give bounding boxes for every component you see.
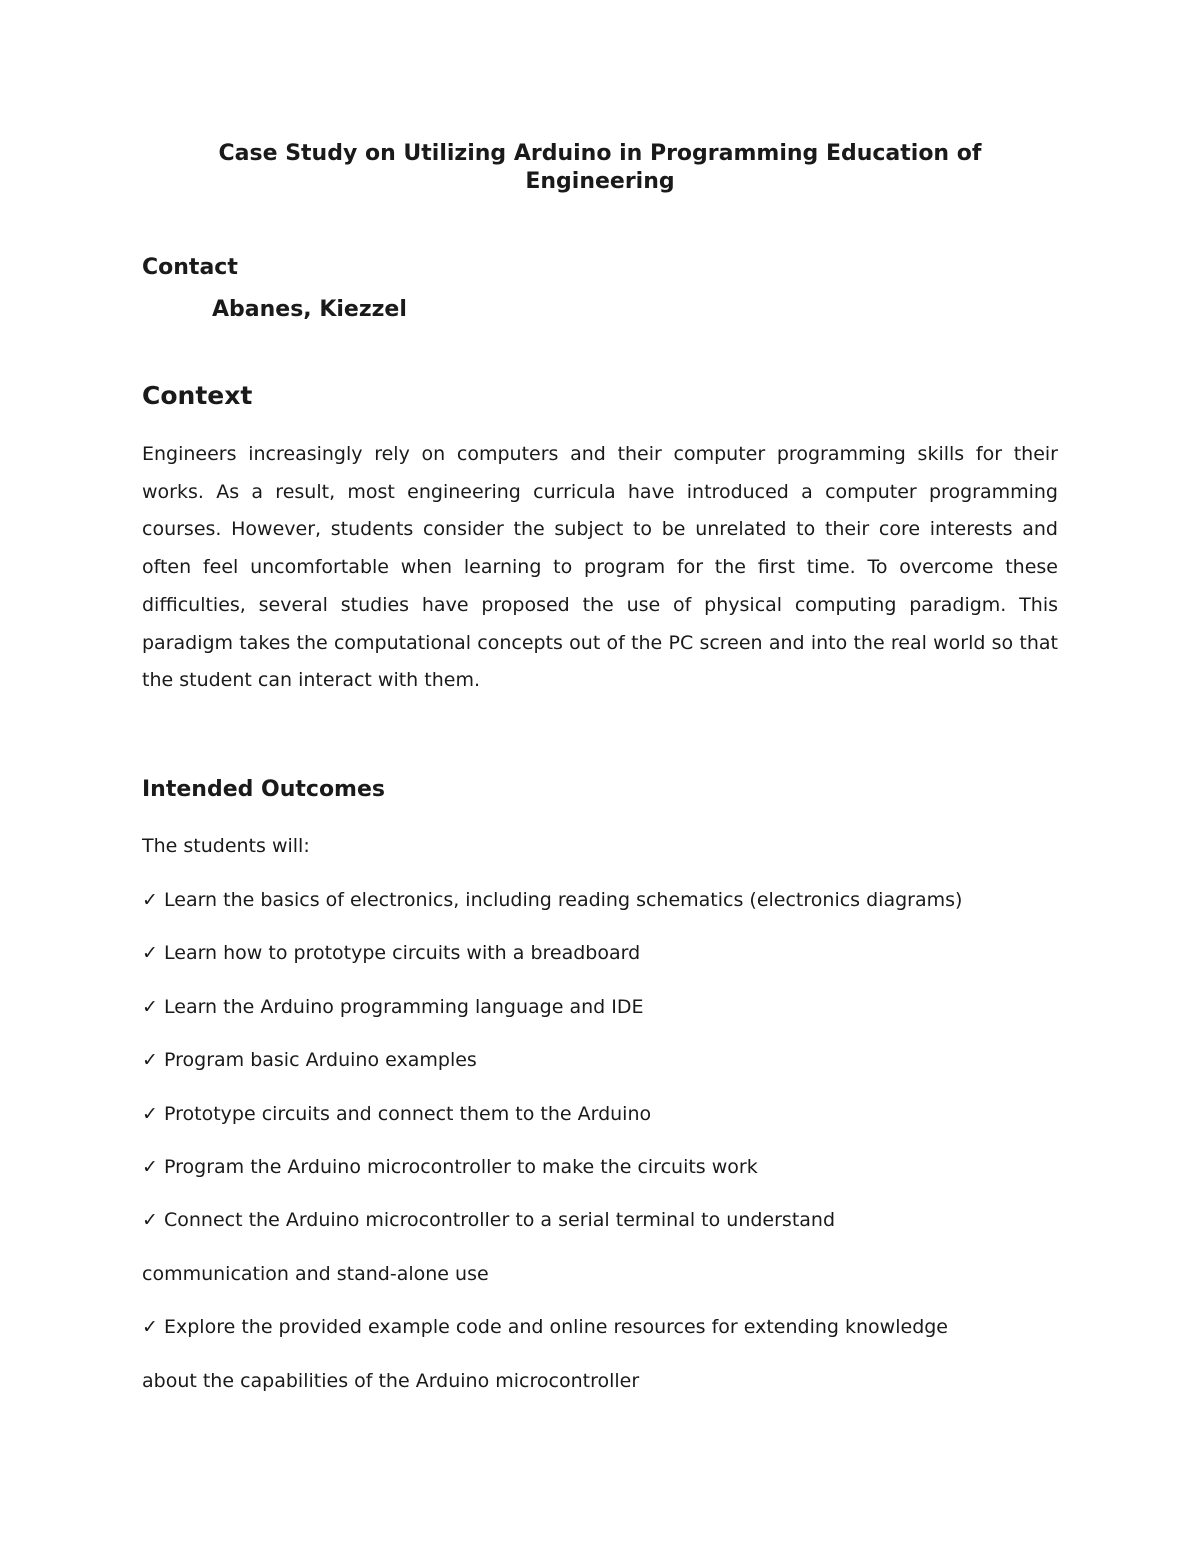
outcome-text: communication and stand-alone use — [142, 1262, 489, 1285]
outcome-text: Explore the provided example code and online resources for extending knowledge — [164, 1316, 949, 1339]
contact-name: Abanes, Kiezzel — [212, 297, 407, 322]
context-heading: Context — [142, 381, 253, 410]
outcome-item — [142, 939, 1058, 992]
outcome-line — [142, 939, 1058, 992]
checkmark-icon: ✓ — [142, 1209, 158, 1232]
outcome-item — [142, 1153, 1058, 1206]
outcome-line — [142, 1100, 1058, 1153]
outcome-text: Learn the basics of electronics, including reading schematics (electronics diagrams) — [164, 889, 963, 911]
outcome-line — [142, 1153, 1058, 1206]
outcome-text: Prototype circuits and connect them to the Arduino — [164, 1102, 652, 1125]
checkmark-icon: ✓ — [142, 889, 158, 911]
outcomes-heading: Intended Outcomes — [142, 777, 385, 802]
outcome-item — [142, 886, 1058, 939]
outcome-line — [142, 1206, 1058, 1259]
outcome-line — [142, 1260, 1058, 1313]
document-title: Case Study on Utilizing Arduino in Programming Education of Engineering — [218, 141, 982, 194]
checkmark-icon: ✓ — [142, 1316, 158, 1339]
outcomes-list — [142, 886, 1058, 1420]
outcome-item — [142, 1206, 1058, 1313]
outcome-line — [142, 1313, 1058, 1366]
outcome-item — [142, 993, 1058, 1046]
outcome-text: about the capabilities of the Arduino microcontroller — [142, 1369, 640, 1392]
checkmark-icon: ✓ — [142, 1102, 158, 1125]
checkmark-icon: ✓ — [142, 995, 158, 1018]
checkmark-icon: ✓ — [142, 1155, 158, 1178]
outcome-text: Connect the Arduino microcontroller to a serial terminal to understand — [164, 1209, 836, 1232]
outcome-text: Learn the Arduino programming language and IDE — [164, 995, 644, 1018]
contact-label: Contact — [142, 255, 238, 280]
outcome-text: Learn how to prototype circuits with a breadboard — [164, 942, 641, 965]
outcomes-intro: The students will: — [142, 835, 310, 857]
outcome-line — [142, 886, 1058, 939]
checkmark-icon: ✓ — [142, 942, 158, 965]
outcome-item — [142, 1313, 1058, 1420]
outcome-line — [142, 993, 1058, 1046]
outcome-item — [142, 1046, 1058, 1099]
outcome-line — [142, 1367, 1058, 1420]
outcome-text: Program basic Arduino examples — [164, 1049, 477, 1072]
context-body: Engineers increasingly rely on computers and their computer programming skills for their works. As a result, most engineering curricula have introduced a computer programming courses. However, students consider the subject to be unrelated to their core interests and often feel uncomfortable when learning to program for the first time. To overcome these difficulties, several studies have proposed the use of physical computing paradigm. This paradigm takes the computational concepts out of the PC screen and into the real world so that the student can interact with them. — [142, 443, 1058, 692]
outcome-item — [142, 1100, 1058, 1153]
outcome-line — [142, 1046, 1058, 1099]
outcome-text: Program the Arduino microcontroller to make the circuits work — [164, 1155, 758, 1178]
checkmark-icon: ✓ — [142, 1049, 158, 1072]
